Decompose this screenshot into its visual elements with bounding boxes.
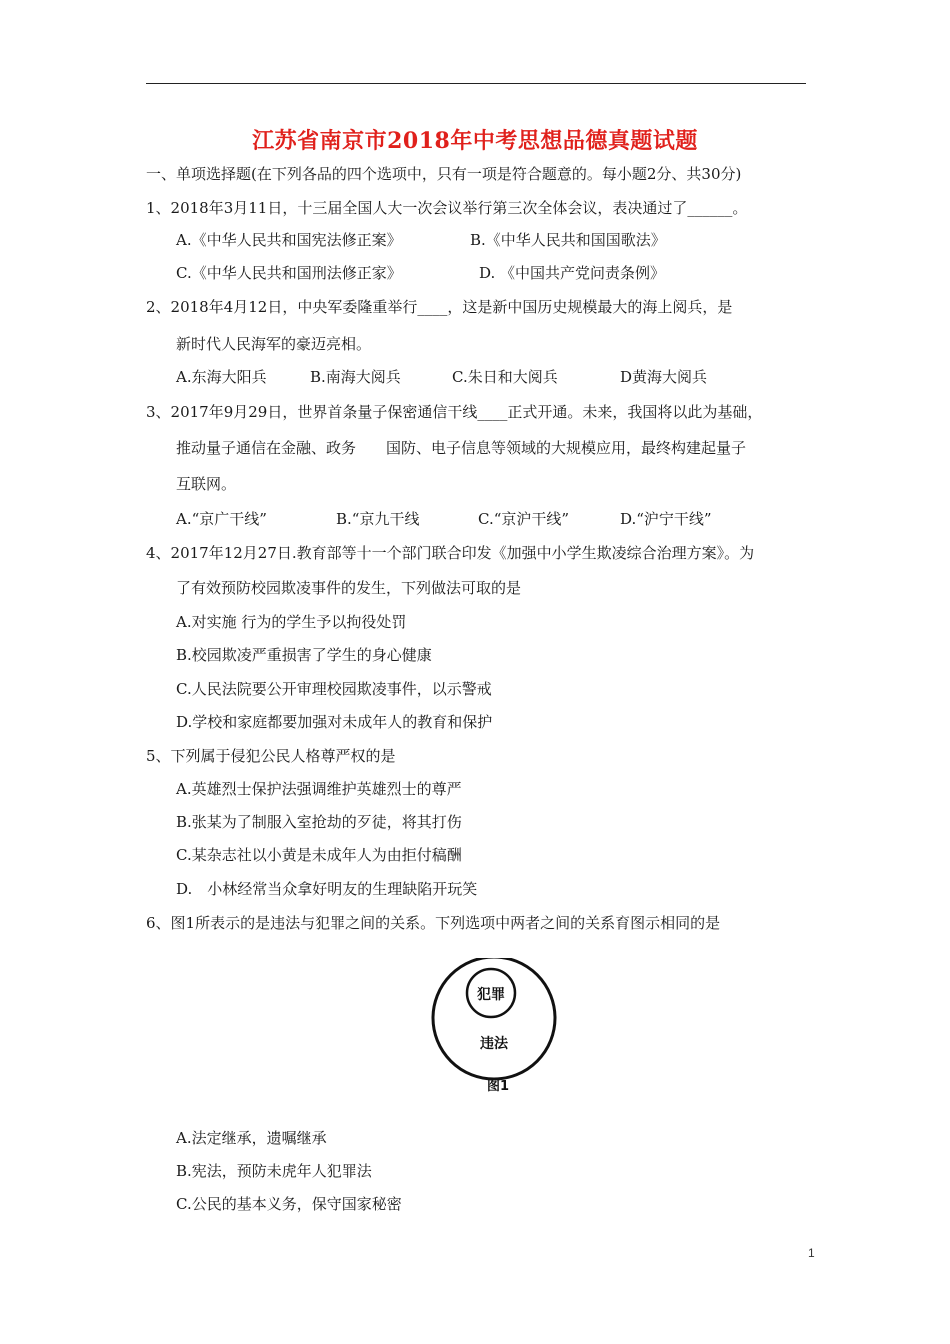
question-3-stem-continued: 推动量子通信在金融、政务 国防、电子信息等领域的大规模应用，最终构建起量子 — [176, 439, 747, 457]
option-d: D. 小林经常当众拿好明友的生理缺陷开玩笑 — [176, 880, 478, 898]
option-a: A.法定继承，遗嘱继承 — [176, 1129, 327, 1147]
option-c: C.《中华人民共和国刑法修正家》 — [176, 264, 402, 282]
option-a: A.东海大阳兵 — [176, 368, 267, 386]
option-b: B.南海大阅兵 — [310, 368, 401, 386]
option-b: B.“京九干线 — [336, 510, 420, 528]
option-d: D.“沪宁干线” — [620, 510, 712, 528]
document-title: 江苏省南京市2018年中考思想品德真题试题 — [252, 128, 698, 154]
option-a: A.英雄烈士保护法强调维护英雄烈士的尊严 — [176, 780, 462, 798]
option-c: C.朱日和大阅兵 — [452, 368, 558, 386]
question-3-stem-continued: 互联网。 — [176, 475, 237, 493]
option-d: D. 《中国共产党问责条例》 — [479, 264, 666, 282]
section-heading: 一、单项选择题(在下列各品的四个选项中，只有一项是符合题意的。每小题2分、共30分) — [146, 165, 742, 183]
option-b: B.宪法，预防未虎年人犯罪法 — [176, 1162, 372, 1180]
question-2-stem: 2、2018年4月12日，中央军委隆重举行____，这是新中国历史规模最大的海上阅兵，是 — [146, 298, 733, 316]
option-d: D黄海大阅兵 — [620, 368, 708, 386]
option-a: A.《中华人民共和国宪法修正案》 — [176, 231, 402, 249]
question-6-stem: 6、图1所表示的是违法与犯罪之间的关系。下列选项中两者之间的关系育图示相同的是 — [146, 914, 721, 932]
option-c: C.某杂志社以小黄是未成年人为由拒付稿酬 — [176, 846, 462, 864]
option-b: B.校园欺凌严重损害了学生的身心健康 — [176, 646, 432, 664]
figure-caption: 图1 — [486, 1079, 510, 1094]
option-c: C.公民的基本义务，保守国家秘密 — [176, 1195, 402, 1213]
option-c: C.“京沪干线” — [478, 510, 570, 528]
header-rule — [146, 83, 806, 84]
page-number: 1 — [808, 1246, 815, 1260]
question-3-stem: 3、2017年9月29日，世界首条量子保密通信干线____正式开通。未来，我国将以此为基础， — [146, 403, 763, 421]
question-4-stem: 4、2017年12月27日.教育部等十一个部门联合印发《加强中小学生欺凌综合治理方案》。为 — [146, 544, 755, 562]
question-1-stem: 1、2018年3月11日，十三届全国人大一次会议举行第三次全体会议，表决通过了______。 — [146, 199, 748, 217]
option-b: B.张某为了制服入室抢劫的歹徒，将其打伤 — [176, 813, 462, 831]
figure-1-diagram — [420, 958, 570, 1098]
inner-circle-label: 犯罪 — [477, 987, 505, 1003]
question-4-stem-continued: 了有效预防校园欺凌事件的发生，下列做法可取的是 — [176, 579, 522, 597]
option-d: D.学校和家庭都要加强对未成年人的教育和保护 — [176, 713, 493, 731]
outer-circle-illegal — [433, 958, 555, 1079]
option-c: C.人民法院要公开审理校园欺凌事件，以示警戒 — [176, 680, 492, 698]
question-2-stem-continued: 新时代人民海军的豪迈亮相。 — [176, 335, 372, 353]
outer-circle-label: 违法 — [480, 1036, 508, 1052]
option-a: A.“京广干线” — [176, 510, 267, 528]
question-5-stem: 5、下列属于侵犯公民人格尊严权的是 — [146, 747, 396, 765]
option-a: A.对实施 行为的学生予以拘役处罚 — [176, 613, 407, 631]
option-b: B.《中华人民共和国国歌法》 — [470, 231, 666, 249]
